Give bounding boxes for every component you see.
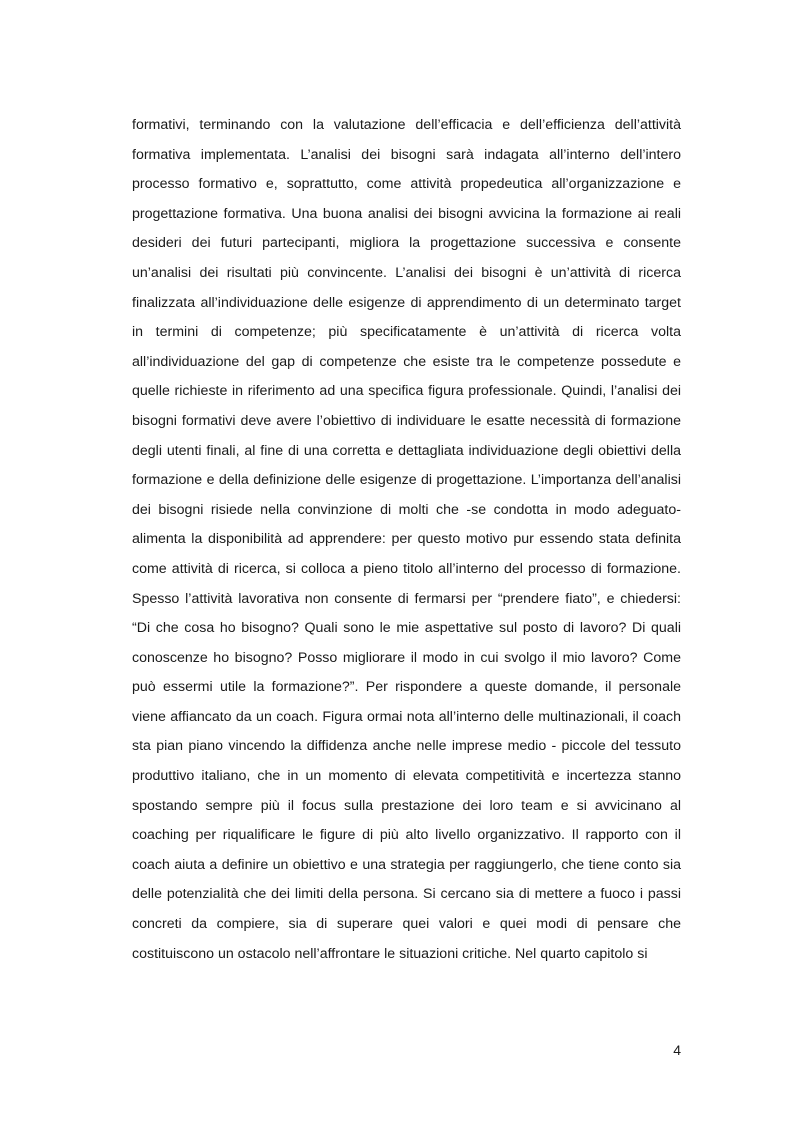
page-number: 4 — [673, 1042, 681, 1058]
body-paragraph: formativi, terminando con la valutazione dell’efficacia e dell’efficienza dell’attività formativa implementata. L’analisi dei bisogni sarà indagata all’interno dell’intero processo formativo e, soprattutto, come attività propedeutica all’organizzazione e progettazione formativa. Una buona analisi dei bisogni avvicina la formazione ai reali desideri dei futuri partecipanti, migliora la progettazione successiva e consente un’analisi dei risultati più convincente. L’analisi dei bisogni è un’attività di ricerca finalizzata all’individuazione delle esigenze di apprendimento di un determinato target in termini di competenze; più specificatamente è un’attività di ricerca volta all’individuazione del gap di competenze che esiste tra le competenze possedute e quelle richieste in riferimento ad una specifica figura professionale. Quindi, l’analisi dei bisogni formativi deve avere l’obiettivo di individuare le esatte necessità di formazione degli utenti finali, al fine di una corretta e dettagliata individuazione degli obiettivi della formazione e della definizione delle esigenze di progettazione. L’importanza dell’analisi dei bisogni risiede nella convinzione di molti che -se condotta in modo adeguato- alimenta la disponibilità ad apprendere: per questo motivo pur essendo stata definita come attività di ricerca, si colloca a pieno titolo all’interno del processo di formazione. Spesso l’attività lavorativa non consente di fermarsi per “prendere fiato”, e chiedersi: “Di che cosa ho bisogno? Quali sono le mie aspettative sul posto di lavoro? Di quali conoscenze ho bisogno? Posso migliorare il modo in cui svolgo il mio lavoro? Come può essermi utile la formazione?”. Per rispondere a queste domande, il personale viene affiancato da un coach. Figura ormai nota all’interno delle multinazionali, il coach sta pian piano vincendo la diffidenza anche nelle imprese medio - piccole del tessuto produttivo italiano, che in un momento di elevata competitività e incertezza stanno spostando sempre più il focus sulla prestazione dei loro team e si avvicinano al coaching per riqualificare le figure di più alto livello organizzativo. Il rapporto con il coach aiuta a definire un obiettivo e una strategia per raggiungerlo, che tiene conto sia delle potenzialità che dei limiti della persona. Si cercano sia di mettere a fuoco i passi concreti da compiere, sia di superare quei valori e quei modi di pensare che costituiscono un ostacolo nell’affrontare le situazioni critiche. Nel quarto capitolo si — [132, 117, 681, 962]
